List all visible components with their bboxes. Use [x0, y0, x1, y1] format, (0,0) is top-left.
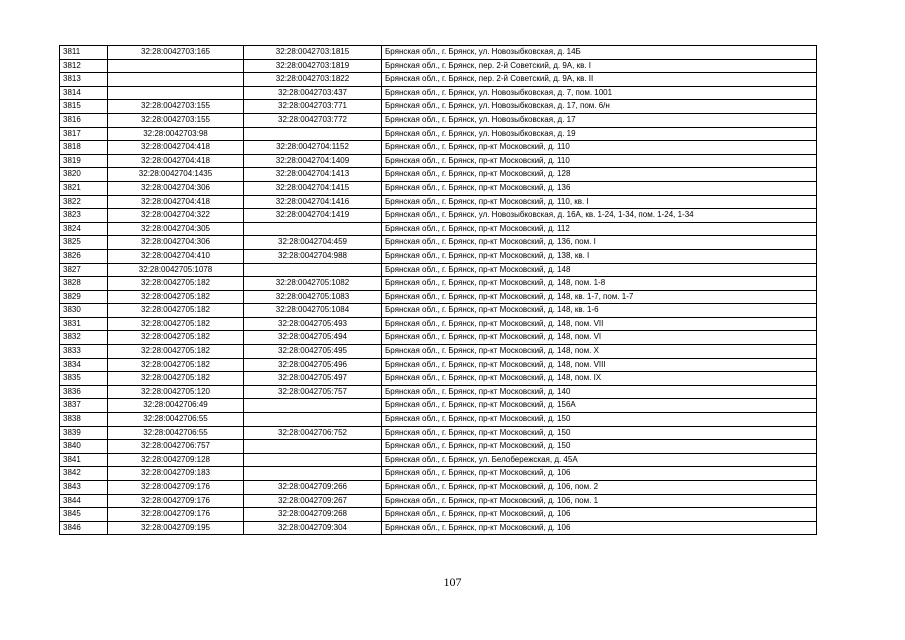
address-cell: Брянская обл., г. Брянск, пр-кт Московский, д. 138, кв. I — [382, 249, 817, 263]
building-cadastral-cell: 32:28:0042704:1152 — [244, 141, 382, 155]
table-row — [60, 290, 817, 304]
table-row — [60, 59, 817, 73]
table-row — [60, 440, 817, 454]
address-cell: Брянская обл., г. Брянск, пр-кт Московский, д. 136 — [382, 181, 817, 195]
address-cell: Брянская обл., г. Брянск, ул. Новозыбковская, д. 7, пом. 1001 — [382, 86, 817, 100]
table-row — [60, 467, 817, 481]
land-cadastral-cell: 32:28:0042704:322 — [108, 209, 244, 223]
address-cell: Брянская обл., г. Брянск, пр-кт Московский, д. 150 — [382, 413, 817, 427]
address-cell: Брянская обл., г. Брянск, ул. Новозыбковская, д. 14Б — [382, 46, 817, 60]
table-row — [60, 127, 817, 141]
land-cadastral-cell: 32:28:0042704:418 — [108, 141, 244, 155]
row-number-cell: 3824 — [60, 222, 108, 236]
building-cadastral-cell: 32:28:0042705:757 — [244, 385, 382, 399]
registry-table-body — [60, 46, 817, 535]
row-number-cell: 3832 — [60, 331, 108, 345]
building-cadastral-cell: 32:28:0042705:494 — [244, 331, 382, 345]
row-number-cell: 3814 — [60, 86, 108, 100]
address-cell: Брянская обл., г. Брянск, пр-кт Московский, д. 148, пом. VII — [382, 317, 817, 331]
land-cadastral-cell: 32:28:0042705:182 — [108, 372, 244, 386]
address-cell: Брянская обл., г. Брянск, пр-кт Московский, д. 148, кв. 1-7, пом. 1-7 — [382, 290, 817, 304]
building-cadastral-cell: 32:28:0042705:497 — [244, 372, 382, 386]
land-cadastral-cell: 32:28:0042704:418 — [108, 154, 244, 168]
land-cadastral-cell: 32:28:0042704:306 — [108, 181, 244, 195]
table-row — [60, 249, 817, 263]
row-number-cell: 3831 — [60, 317, 108, 331]
row-number-cell: 3841 — [60, 453, 108, 467]
table-row — [60, 453, 817, 467]
building-cadastral-cell — [244, 413, 382, 427]
land-cadastral-cell: 32:28:0042703:155 — [108, 100, 244, 114]
building-cadastral-cell: 32:28:0042705:1084 — [244, 304, 382, 318]
address-cell: Брянская обл., г. Брянск, пр-кт Московский, д. 136, пом. I — [382, 236, 817, 250]
address-cell: Брянская обл., г. Брянск, пр-кт Московский, д. 148, пом. VI — [382, 331, 817, 345]
building-cadastral-cell — [244, 399, 382, 413]
address-cell: Брянская обл., г. Брянск, ул. Новозыбковская, д. 17 — [382, 113, 817, 127]
table-row — [60, 154, 817, 168]
building-cadastral-cell: 32:28:0042703:772 — [244, 113, 382, 127]
address-cell: Брянская обл., г. Брянск, пр-кт Московский, д. 110 — [382, 141, 817, 155]
building-cadastral-cell: 32:28:0042704:1413 — [244, 168, 382, 182]
land-cadastral-cell: 32:28:0042703:165 — [108, 46, 244, 60]
row-number-cell: 3820 — [60, 168, 108, 182]
land-cadastral-cell: 32:28:0042709:128 — [108, 453, 244, 467]
table-row — [60, 168, 817, 182]
address-cell: Брянская обл., г. Брянск, пр-кт Московский, д. 150 — [382, 426, 817, 440]
land-cadastral-cell: 32:28:0042706:55 — [108, 413, 244, 427]
address-cell: Брянская обл., г. Брянск, пр-кт Московский, д. 148 — [382, 263, 817, 277]
building-cadastral-cell — [244, 467, 382, 481]
page-number: 107 — [443, 575, 462, 589]
row-number-cell: 3839 — [60, 426, 108, 440]
row-number-cell: 3838 — [60, 413, 108, 427]
row-number-cell: 3844 — [60, 494, 108, 508]
row-number-cell: 3816 — [60, 113, 108, 127]
land-cadastral-cell: 32:28:0042705:182 — [108, 317, 244, 331]
land-cadastral-cell: 32:28:0042705:182 — [108, 304, 244, 318]
address-cell: Брянская обл., г. Брянск, ул. Новозыбковская, д. 19 — [382, 127, 817, 141]
table-row — [60, 141, 817, 155]
land-cadastral-cell: 32:28:0042705:182 — [108, 345, 244, 359]
land-cadastral-cell: 32:28:0042704:410 — [108, 249, 244, 263]
building-cadastral-cell: 32:28:0042703:1815 — [244, 46, 382, 60]
address-cell: Брянская обл., г. Брянск, ул. Новозыбковская, д. 16А, кв. 1-24, 1-34, пом. 1-24, 1-34 — [382, 209, 817, 223]
building-cadastral-cell: 32:28:0042704:1419 — [244, 209, 382, 223]
building-cadastral-cell: 32:28:0042703:771 — [244, 100, 382, 114]
row-number-cell: 3843 — [60, 481, 108, 495]
table-row — [60, 331, 817, 345]
row-number-cell: 3818 — [60, 141, 108, 155]
row-number-cell: 3834 — [60, 358, 108, 372]
land-cadastral-cell: 32:28:0042703:98 — [108, 127, 244, 141]
land-cadastral-cell: 32:28:0042709:176 — [108, 494, 244, 508]
table-row — [60, 277, 817, 291]
land-cadastral-cell: 32:28:0042704:306 — [108, 236, 244, 250]
table-row — [60, 385, 817, 399]
table-row — [60, 46, 817, 60]
address-cell: Брянская обл., г. Брянск, пр-кт Московский, д. 150 — [382, 440, 817, 454]
land-cadastral-cell: 32:28:0042706:55 — [108, 426, 244, 440]
land-cadastral-cell — [108, 73, 244, 87]
table-row — [60, 345, 817, 359]
building-cadastral-cell — [244, 263, 382, 277]
table-row — [60, 181, 817, 195]
land-cadastral-cell: 32:28:0042705:1078 — [108, 263, 244, 277]
row-number-cell: 3827 — [60, 263, 108, 277]
address-cell: Брянская обл., г. Брянск, пр-кт Московский, д. 148, кв. 1-6 — [382, 304, 817, 318]
address-cell: Брянская обл., г. Брянск, ул. Белобережская, д. 45А — [382, 453, 817, 467]
row-number-cell: 3833 — [60, 345, 108, 359]
address-cell: Брянская обл., г. Брянск, пр-кт Московский, д. 148, пом. VIII — [382, 358, 817, 372]
address-cell: Брянская обл., г. Брянск, ул. Новозыбковская, д. 17, пом. 6/н — [382, 100, 817, 114]
address-cell: Брянская обл., г. Брянск, пр-кт Московский, д. 110, кв. I — [382, 195, 817, 209]
building-cadastral-cell: 32:28:0042706:752 — [244, 426, 382, 440]
building-cadastral-cell — [244, 440, 382, 454]
address-cell: Брянская обл., г. Брянск, пр-кт Московский, д. 156А — [382, 399, 817, 413]
address-cell: Брянская обл., г. Брянск, пр-кт Московский, д. 148, пом. IX — [382, 372, 817, 386]
address-cell: Брянская обл., г. Брянск, пр-кт Московский, д. 140 — [382, 385, 817, 399]
building-cadastral-cell — [244, 127, 382, 141]
row-number-cell: 3826 — [60, 249, 108, 263]
land-cadastral-cell: 32:28:0042704:305 — [108, 222, 244, 236]
row-number-cell: 3823 — [60, 209, 108, 223]
row-number-cell: 3830 — [60, 304, 108, 318]
row-number-cell: 3812 — [60, 59, 108, 73]
land-cadastral-cell: 32:28:0042706:49 — [108, 399, 244, 413]
building-cadastral-cell: 32:28:0042709:266 — [244, 481, 382, 495]
table-row — [60, 236, 817, 250]
table-row — [60, 304, 817, 318]
land-cadastral-cell: 32:28:0042709:176 — [108, 508, 244, 522]
row-number-cell: 3840 — [60, 440, 108, 454]
row-number-cell: 3829 — [60, 290, 108, 304]
land-cadastral-cell: 32:28:0042709:195 — [108, 521, 244, 535]
land-cadastral-cell: 32:28:0042705:182 — [108, 358, 244, 372]
address-cell: Брянская обл., г. Брянск, пр-кт Московский, д. 106 — [382, 467, 817, 481]
building-cadastral-cell: 32:28:0042703:1819 — [244, 59, 382, 73]
table-row — [60, 195, 817, 209]
building-cadastral-cell: 32:28:0042709:267 — [244, 494, 382, 508]
land-cadastral-cell: 32:28:0042704:1435 — [108, 168, 244, 182]
address-cell: Брянская обл., г. Брянск, пр-кт Московский, д. 106 — [382, 508, 817, 522]
land-cadastral-cell — [108, 86, 244, 100]
building-cadastral-cell: 32:28:0042703:437 — [244, 86, 382, 100]
table-row — [60, 426, 817, 440]
table-row — [60, 263, 817, 277]
table-row — [60, 413, 817, 427]
table-row — [60, 399, 817, 413]
building-cadastral-cell: 32:28:0042704:1415 — [244, 181, 382, 195]
building-cadastral-cell: 32:28:0042705:1083 — [244, 290, 382, 304]
row-number-cell: 3817 — [60, 127, 108, 141]
table-row — [60, 222, 817, 236]
table-row — [60, 73, 817, 87]
row-number-cell: 3819 — [60, 154, 108, 168]
registry-table — [59, 45, 817, 535]
row-number-cell: 3837 — [60, 399, 108, 413]
land-cadastral-cell: 32:28:0042704:418 — [108, 195, 244, 209]
row-number-cell: 3815 — [60, 100, 108, 114]
row-number-cell: 3835 — [60, 372, 108, 386]
land-cadastral-cell: 32:28:0042703:155 — [108, 113, 244, 127]
building-cadastral-cell: 32:28:0042703:1822 — [244, 73, 382, 87]
land-cadastral-cell: 32:28:0042705:182 — [108, 331, 244, 345]
building-cadastral-cell — [244, 453, 382, 467]
land-cadastral-cell: 32:28:0042705:182 — [108, 277, 244, 291]
table-row — [60, 521, 817, 535]
row-number-cell: 3836 — [60, 385, 108, 399]
row-number-cell: 3821 — [60, 181, 108, 195]
table-row — [60, 508, 817, 522]
table-row — [60, 481, 817, 495]
building-cadastral-cell: 32:28:0042704:1409 — [244, 154, 382, 168]
row-number-cell: 3813 — [60, 73, 108, 87]
building-cadastral-cell: 32:28:0042705:495 — [244, 345, 382, 359]
table-row — [60, 372, 817, 386]
building-cadastral-cell: 32:28:0042709:268 — [244, 508, 382, 522]
land-cadastral-cell — [108, 59, 244, 73]
row-number-cell: 3822 — [60, 195, 108, 209]
address-cell: Брянская обл., г. Брянск, пер. 2-й Советский, д. 9А, кв. I — [382, 59, 817, 73]
row-number-cell: 3845 — [60, 508, 108, 522]
building-cadastral-cell: 32:28:0042704:1416 — [244, 195, 382, 209]
row-number-cell: 3825 — [60, 236, 108, 250]
row-number-cell: 3842 — [60, 467, 108, 481]
table-row — [60, 86, 817, 100]
address-cell: Брянская обл., г. Брянск, пр-кт Московский, д. 148, пом. 1-8 — [382, 277, 817, 291]
building-cadastral-cell: 32:28:0042705:1082 — [244, 277, 382, 291]
building-cadastral-cell: 32:28:0042709:304 — [244, 521, 382, 535]
land-cadastral-cell: 32:28:0042709:183 — [108, 467, 244, 481]
address-cell: Брянская обл., г. Брянск, пер. 2-й Советский, д. 9А, кв. II — [382, 73, 817, 87]
building-cadastral-cell — [244, 222, 382, 236]
table-row — [60, 358, 817, 372]
table-row — [60, 100, 817, 114]
address-cell: Брянская обл., г. Брянск, пр-кт Московский, д. 128 — [382, 168, 817, 182]
address-cell: Брянская обл., г. Брянск, пр-кт Московский, д. 148, пом. X — [382, 345, 817, 359]
building-cadastral-cell: 32:28:0042704:459 — [244, 236, 382, 250]
address-cell: Брянская обл., г. Брянск, пр-кт Московский, д. 110 — [382, 154, 817, 168]
row-number-cell: 3828 — [60, 277, 108, 291]
table-row — [60, 494, 817, 508]
land-cadastral-cell: 32:28:0042705:120 — [108, 385, 244, 399]
land-cadastral-cell: 32:28:0042705:182 — [108, 290, 244, 304]
building-cadastral-cell: 32:28:0042705:493 — [244, 317, 382, 331]
address-cell: Брянская обл., г. Брянск, пр-кт Московский, д. 112 — [382, 222, 817, 236]
building-cadastral-cell: 32:28:0042705:496 — [244, 358, 382, 372]
table-row — [60, 317, 817, 331]
land-cadastral-cell: 32:28:0042706:757 — [108, 440, 244, 454]
land-cadastral-cell: 32:28:0042709:176 — [108, 481, 244, 495]
table-row — [60, 113, 817, 127]
building-cadastral-cell: 32:28:0042704:988 — [244, 249, 382, 263]
row-number-cell: 3811 — [60, 46, 108, 60]
address-cell: Брянская обл., г. Брянск, пр-кт Московский, д. 106, пом. 2 — [382, 481, 817, 495]
table-row — [60, 209, 817, 223]
address-cell: Брянская обл., г. Брянск, пр-кт Московский, д. 106 — [382, 521, 817, 535]
row-number-cell: 3846 — [60, 521, 108, 535]
address-cell: Брянская обл., г. Брянск, пр-кт Московский, д. 106, пом. 1 — [382, 494, 817, 508]
